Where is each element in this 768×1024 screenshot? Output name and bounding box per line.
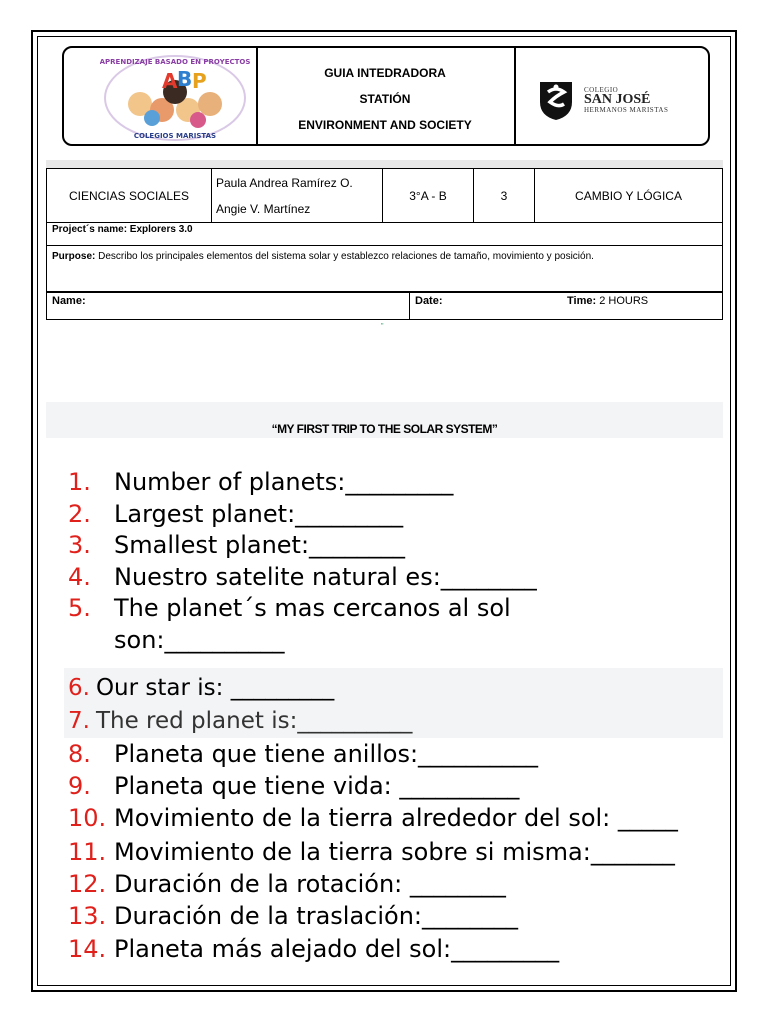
- abp-logo-ring-text: APRENDIZAJE BASADO EN PROYECTOS: [100, 58, 250, 66]
- question-5: [68, 593, 511, 623]
- teachers-cell: [212, 169, 383, 223]
- teacher-2: Angie V. Martínez: [216, 201, 311, 216]
- name-date-time-row: [46, 292, 723, 320]
- question-number: 12.: [68, 870, 107, 898]
- time-label: Time:: [567, 295, 597, 307]
- question-number: 14.: [68, 935, 107, 963]
- school-name-block: [584, 86, 668, 114]
- question-text: Movimiento de la tierra alrededor del sol: _____: [114, 804, 678, 832]
- question-text: Nuestro satelite natural es:________: [114, 563, 537, 591]
- question-text: Largest planet:_________: [114, 500, 404, 528]
- teacher-1: Paula Andrea Ramírez O.: [216, 175, 353, 190]
- question-text: Number of planets:_________: [114, 468, 454, 496]
- question-text: son:__________: [114, 626, 285, 654]
- question-number: 10.: [68, 804, 107, 832]
- question-text: Smallest planet:________: [114, 531, 406, 559]
- question-text: Planeta que tiene vida: __________: [114, 772, 520, 800]
- theme-cell: CAMBIO Y LÓGICA: [535, 169, 723, 223]
- question-text: The planet´s mas cercanos al sol: [114, 594, 511, 622]
- period-cell: 3: [474, 169, 535, 223]
- question-number: 3.: [68, 531, 91, 559]
- guide-title-line1: GUIA INTEDRADORA: [324, 66, 446, 80]
- san-jose-logo: [534, 78, 704, 122]
- question-text: Our star is: _________: [95, 675, 335, 701]
- project-name-row: Project´s name: Explorers 3.0: [46, 222, 723, 246]
- question-number: 7.: [68, 708, 90, 734]
- question-number: 6.: [68, 675, 90, 701]
- name-date-divider: [409, 293, 410, 319]
- info-table: [46, 168, 723, 223]
- question-number: 8.: [68, 740, 91, 768]
- question-number: 2.: [68, 500, 91, 528]
- question-9: [68, 771, 519, 801]
- guide-title-line3: ENVIRONMENT AND SOCIETY: [298, 118, 472, 132]
- question-text: Planeta más alejado del sol:_________: [114, 935, 560, 963]
- question-1: [68, 467, 453, 497]
- question-14: [68, 934, 559, 964]
- time-value: 2 HOURS: [599, 295, 649, 307]
- header-box: [62, 46, 710, 146]
- svg-text:P: P: [192, 69, 207, 93]
- question-5-continuation: [114, 625, 284, 655]
- tiny-mark: ": [381, 323, 384, 330]
- table-top-band: [46, 160, 723, 168]
- question-text: Duración de la traslación:________: [114, 902, 518, 930]
- question-number: 1.: [68, 468, 91, 496]
- abp-logo-bottom-text: COLEGIOS MARISTAS: [133, 132, 217, 140]
- school-name: SAN JOSÉ: [584, 92, 651, 107]
- time-field: [567, 295, 648, 307]
- date-label: Date:: [415, 295, 443, 307]
- svg-text:B: B: [177, 67, 193, 91]
- question-number: 9.: [68, 772, 91, 800]
- purpose-row: [46, 246, 723, 292]
- header-divider: [514, 48, 516, 144]
- school-sub: HERMANOS MARISTAS: [584, 106, 669, 114]
- question-number: 5.: [68, 594, 91, 622]
- grade-cell: 3°A - B: [383, 169, 474, 223]
- question-text: Movimiento de la tierra sobre si misma:_______: [114, 838, 675, 866]
- question-number: 13.: [68, 902, 107, 930]
- purpose-text: Describo los principales elementos del sistema solar y establezco relaciones de tamaño, movimiento y posición.: [98, 251, 594, 262]
- question-13: [68, 901, 518, 931]
- name-label: Name:: [52, 295, 86, 307]
- question-10: [68, 803, 678, 833]
- question-number: 11.: [68, 838, 107, 866]
- question-7: [68, 706, 412, 736]
- san-jose-crest-icon: [534, 78, 578, 122]
- question-2: [68, 499, 403, 529]
- question-8: [68, 739, 538, 769]
- svg-text:A: A: [162, 69, 178, 93]
- question-4: [68, 562, 537, 592]
- abp-logo: [100, 52, 250, 142]
- question-6: [68, 673, 334, 703]
- guide-title: [258, 60, 512, 138]
- guide-title-line2: STATIÓN: [359, 92, 411, 106]
- question-3: [68, 530, 405, 560]
- school-small: COLEGIO: [584, 86, 619, 94]
- question-12: [68, 869, 506, 899]
- worksheet-subtitle: “MY FIRST TRIP TO THE SOLAR SYSTEM”: [271, 422, 498, 436]
- purpose-label: Purpose:: [52, 251, 96, 262]
- question-text: Planeta que tiene anillos:__________: [114, 740, 539, 768]
- question-11: [68, 837, 675, 867]
- question-text: Duración de la rotación: ________: [114, 870, 506, 898]
- question-text: The red planet is:__________: [95, 708, 413, 734]
- subject-cell: CIENCIAS SOCIALES: [47, 169, 212, 223]
- question-number: 4.: [68, 563, 91, 591]
